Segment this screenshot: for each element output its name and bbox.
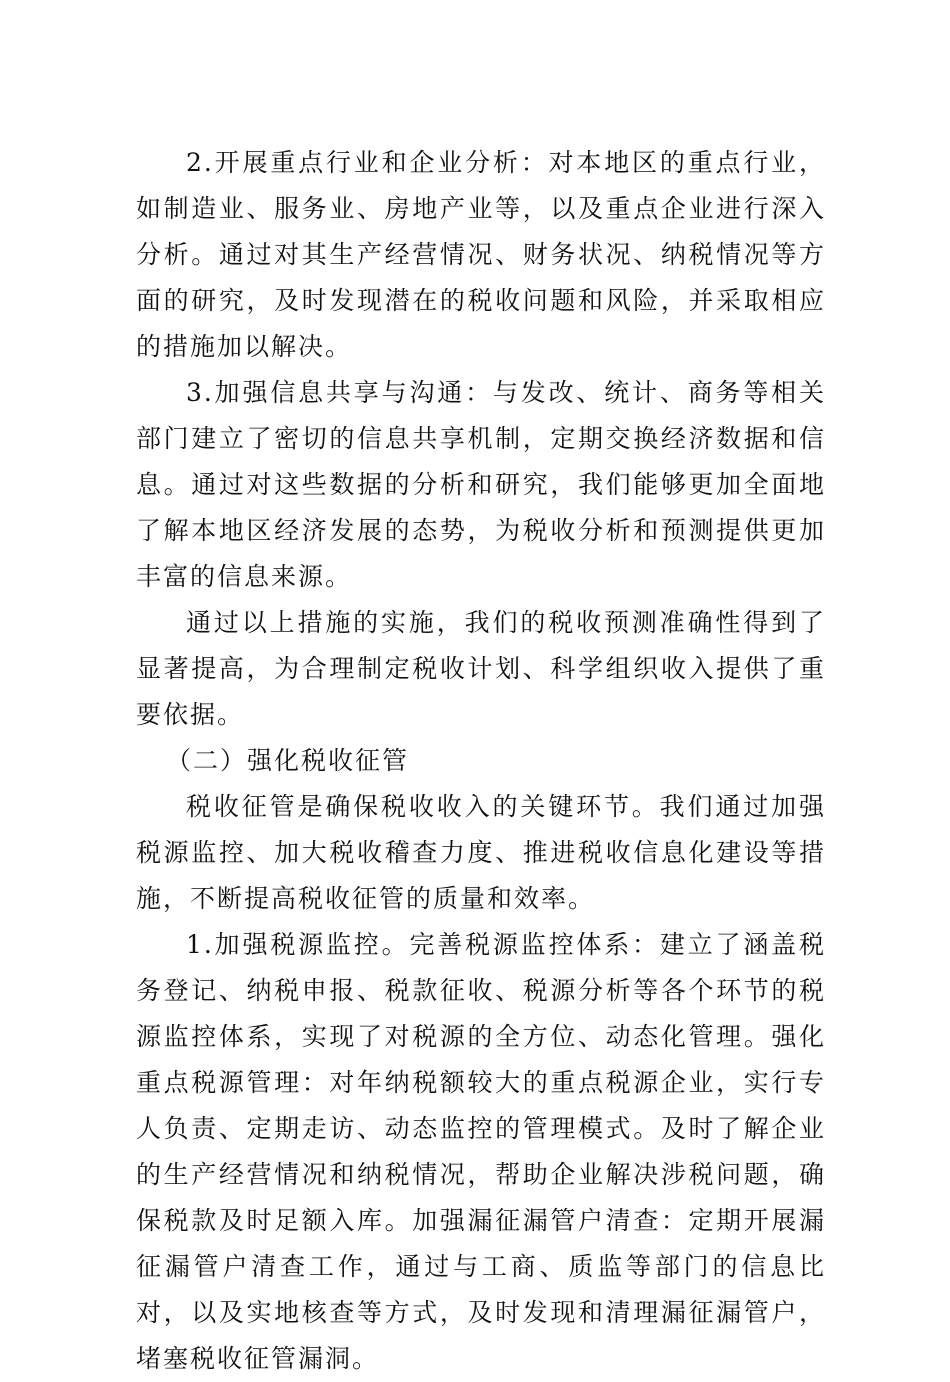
document-body: [136, 140, 826, 1382]
paragraph-tax-source-monitoring: 1.加强税源监控。完善税源监控体系：建立了涵盖税务登记、纳税申报、税款征收、税源分析等各个环节的税源监控体系，实现了对税源的全方位、动态化管理。强化重点税源管理：对年纳税额较大的重点税源企业，实行专人负责、定期走访、动态监控的管理模式。及时了解企业的生产经营情况和纳税情况，帮助企业解决涉税问题，确保税款及时足额入库。加强漏征漏管户清查：定期开展漏征漏管户清查工作，通过与工商、质监等部门的信息比对，以及实地核查等方式，及时发现和清理漏征漏管户，堵塞税收征管漏洞。: [136, 930, 826, 1373]
paragraph-tax-collection-intro: 税收征管是确保税收收入的关键环节。我们通过加强税源监控、加大税收稽查力度、推进税收信息化建设等措施，不断提高税收征管的质量和效率。: [136, 792, 826, 913]
paragraph-industry-analysis: 2.开展重点行业和企业分析：对本地区的重点行业，如制造业、服务业、房地产业等，以及重点企业进行深入分析。通过对其生产经营情况、财务状况、纳税情况等方面的研究，及时发现潜在的税收问题和风险，并采取相应的措施加以解决。: [136, 148, 826, 361]
paragraph-information-sharing: 3.加强信息共享与沟通：与发改、统计、商务等相关部门建立了密切的信息共享机制，定期交换经济数据和信息。通过对这些数据的分析和研究，我们能够更加全面地了解本地区经济发展的态势，为税收分析和预测提供更加丰富的信息来源。: [136, 378, 826, 591]
paragraph-forecast-summary: 通过以上措施的实施，我们的税收预测准确性得到了显著提高，为合理制定税收计划、科学组织收入提供了重要依据。: [136, 608, 826, 729]
section-heading-tax-collection: （二）强化税收征管: [166, 746, 410, 775]
